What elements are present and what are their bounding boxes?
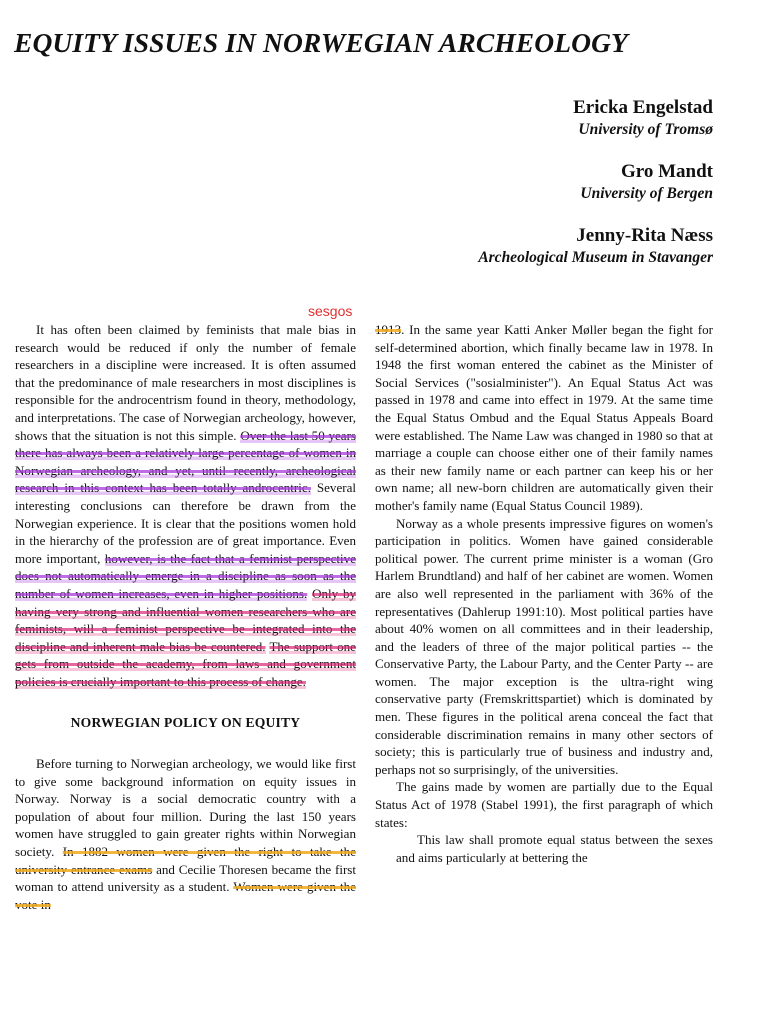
highlight-yellow: 1913 (375, 322, 402, 337)
author-name: Gro Mandt (620, 161, 713, 182)
body-text: Before turning to Norwegian archeology, we would like first to give some background information on equity issues in Norway. Norway is a social democratic country with a population of about four million. During the last 150 years women have struggled to gain greater rights within Norwegian society. (15, 756, 356, 860)
author-affiliation: University of Tromsø (578, 121, 713, 138)
author-name: Ericka Engelstad (573, 97, 713, 118)
body-text: Several interesting conclusions can therefore be drawn from the Norwegian experience. It is clear that the positions women hold in the hierarchy of the profession are of great importance. Even more important, (15, 480, 356, 566)
author-name: Jenny-Rita Næss (576, 225, 713, 246)
body-text: . In the same year Katti Anker Møller began the fight for self-determined abortion, which finally became law in 1978. In 1948 the first woman entered the cabinet as the Minister of Social Services ("sosialminister"). An Equal Status Act was passed in 1978 and came into effect in 1979. At the same time the Equal Status Ombud and the Equal Status Appeals Board were established. The Name Law was changed in 1980 so that at marriage a couple can choose either one of their family names as their new family name or each partner can keep his or her own name; all new-born children are automatically given their mother's family name (Equal Status Council 1989). (375, 322, 713, 513)
author-block (293, 96, 713, 140)
author-block (293, 224, 713, 268)
highlight-purple: Over the last 50 years there has always been a relatively large percentage of women in Norwegian archeology, and yet, until recently, archeological research in this context has been totally androcentric. (15, 427, 357, 496)
section-heading: NORWEGIAN POLICY ON EQUITY (70, 715, 301, 731)
history-paragraph (375, 321, 713, 515)
author-block (293, 160, 713, 204)
author-affiliation: University of Bergen (580, 185, 713, 202)
author-list (293, 96, 713, 288)
highlight-red: Only by having very strong and influential women researchers who are feminists, will a feminist perspective be integrated into the discipline and inherent male bias be countered. (15, 585, 356, 654)
body-text: and Cecilie Thoresen became the first woman to attend university as a student. (15, 861, 356, 895)
politics-paragraph: Norway as a whole presents impressive figures on women's participation in politics. Women have gained considerable political power. The current prime minister is a woman (Gro Harlem Brundtland) and half of her cabinet are women. Women are also well represented in the parliament with 36% of the representatives (Dahlerup 1991:10). Most political parties have about 40% women on all committees and in their leadership, and the leaders of three of the major political parties -- the Conservative Party, the Labour Party, and the Center Party -- are women. The major exception is the ultra-right wing conservative party (Fremskrittspartiet) which is dominated by men. These figures in the political arena conceal the fact that considerable discrimination remains in many other sectors of society; this is particularly true of business and industry and, perhaps not so surprisingly, of the universities. (375, 515, 713, 777)
highlight-yellow: Women were given the vote in (15, 879, 356, 912)
highlight-purple: however, is the fact that a feminist perspective does not automatically emerge in a discipline as soon as the number of women increases, even in higher positions. (15, 550, 356, 601)
highlight-red: The support one gets from outside the academy, from laws and government policies is crucially important to this process of change. (15, 638, 356, 689)
right-column (375, 321, 713, 866)
intro-paragraph (15, 321, 356, 690)
left-column (15, 321, 356, 913)
author-affiliation: Archeological Museum in Stavanger (478, 249, 713, 266)
highlight-yellow: In 1882 women were given the right to take the university entrance exams (15, 844, 356, 877)
law-quote: This law shall promote equal status between the sexes and aims particularly at bettering the (396, 832, 713, 865)
paper-title: EQUITY ISSUES IN NORWEGIAN ARCHEOLOGY (14, 27, 628, 58)
equal-status-paragraph: The gains made by women are partially due to the Equal Status Act of 1978 (Stabel 1991), the first paragraph of which states: (375, 779, 713, 830)
policy-paragraph (15, 755, 356, 913)
body-text: It has often been claimed by feminists that male bias in research would be reduced if only the number of female researchers in a discipline were increased. It is often assumed that the predominance of male researchers in most disciplines is responsible for the androcentrism found in theory, methodology, and interpretations. The case of Norwegian archeology, however, shows that the situation is not this simple. (15, 322, 356, 443)
annotation-stamp: sesgos (308, 303, 353, 319)
